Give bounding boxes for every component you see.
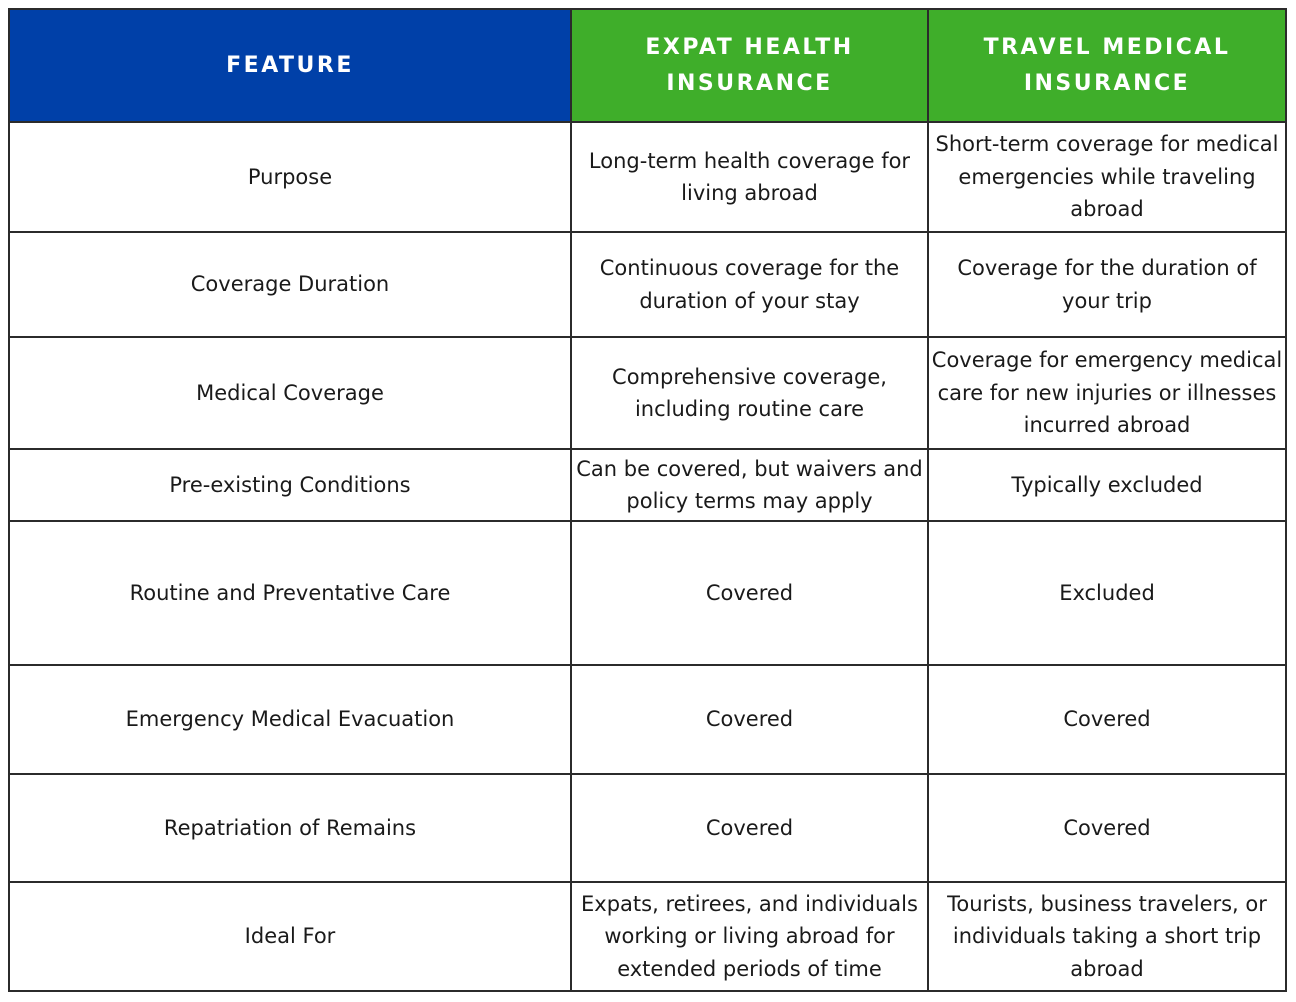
comparison-table-container — [8, 8, 1287, 992]
header-travel-medical-insurance: TRAVEL MEDICAL INSURANCE — [928, 9, 1286, 122]
table-row — [9, 122, 1286, 232]
travel-cell: Typically excluded — [928, 449, 1286, 521]
travel-cell: Tourists, business travelers, or individuals taking a short trip abroad — [928, 882, 1286, 991]
travel-cell: Coverage for the duration of your trip — [928, 232, 1286, 337]
feature-cell: Repatriation of Remains — [9, 774, 571, 882]
feature-cell: Pre-existing Conditions — [9, 449, 571, 521]
feature-cell: Medical Coverage — [9, 337, 571, 449]
table-row — [9, 337, 1286, 449]
expat-cell: Long-term health coverage for living abroad — [571, 122, 928, 232]
table-row — [9, 882, 1286, 991]
travel-cell: Excluded — [928, 521, 1286, 665]
travel-cell: Covered — [928, 665, 1286, 774]
expat-cell: Continuous coverage for the duration of your stay — [571, 232, 928, 337]
header-feature: FEATURE — [9, 9, 571, 122]
expat-cell: Covered — [571, 521, 928, 665]
table-row — [9, 774, 1286, 882]
insurance-comparison-table — [8, 8, 1287, 992]
travel-cell: Short-term coverage for medical emergencies while traveling abroad — [928, 122, 1286, 232]
expat-cell: Comprehensive coverage, including routine care — [571, 337, 928, 449]
expat-cell: Covered — [571, 665, 928, 774]
feature-cell: Coverage Duration — [9, 232, 571, 337]
table-row — [9, 665, 1286, 774]
header-expat-health-insurance: EXPAT HEALTH INSURANCE — [571, 9, 928, 122]
table-row — [9, 521, 1286, 665]
feature-cell: Purpose — [9, 122, 571, 232]
travel-cell: Covered — [928, 774, 1286, 882]
travel-cell: Coverage for emergency medical care for new injuries or illnesses incurred abroad — [928, 337, 1286, 449]
expat-cell: Expats, retirees, and individuals working or living abroad for extended periods of time — [571, 882, 928, 991]
feature-cell: Emergency Medical Evacuation — [9, 665, 571, 774]
table-row — [9, 232, 1286, 337]
feature-cell: Routine and Preventative Care — [9, 521, 571, 665]
feature-cell: Ideal For — [9, 882, 571, 991]
table-row — [9, 449, 1286, 521]
expat-cell: Can be covered, but waivers and policy terms may apply — [571, 449, 928, 521]
expat-cell: Covered — [571, 774, 928, 882]
header-row — [9, 9, 1286, 122]
